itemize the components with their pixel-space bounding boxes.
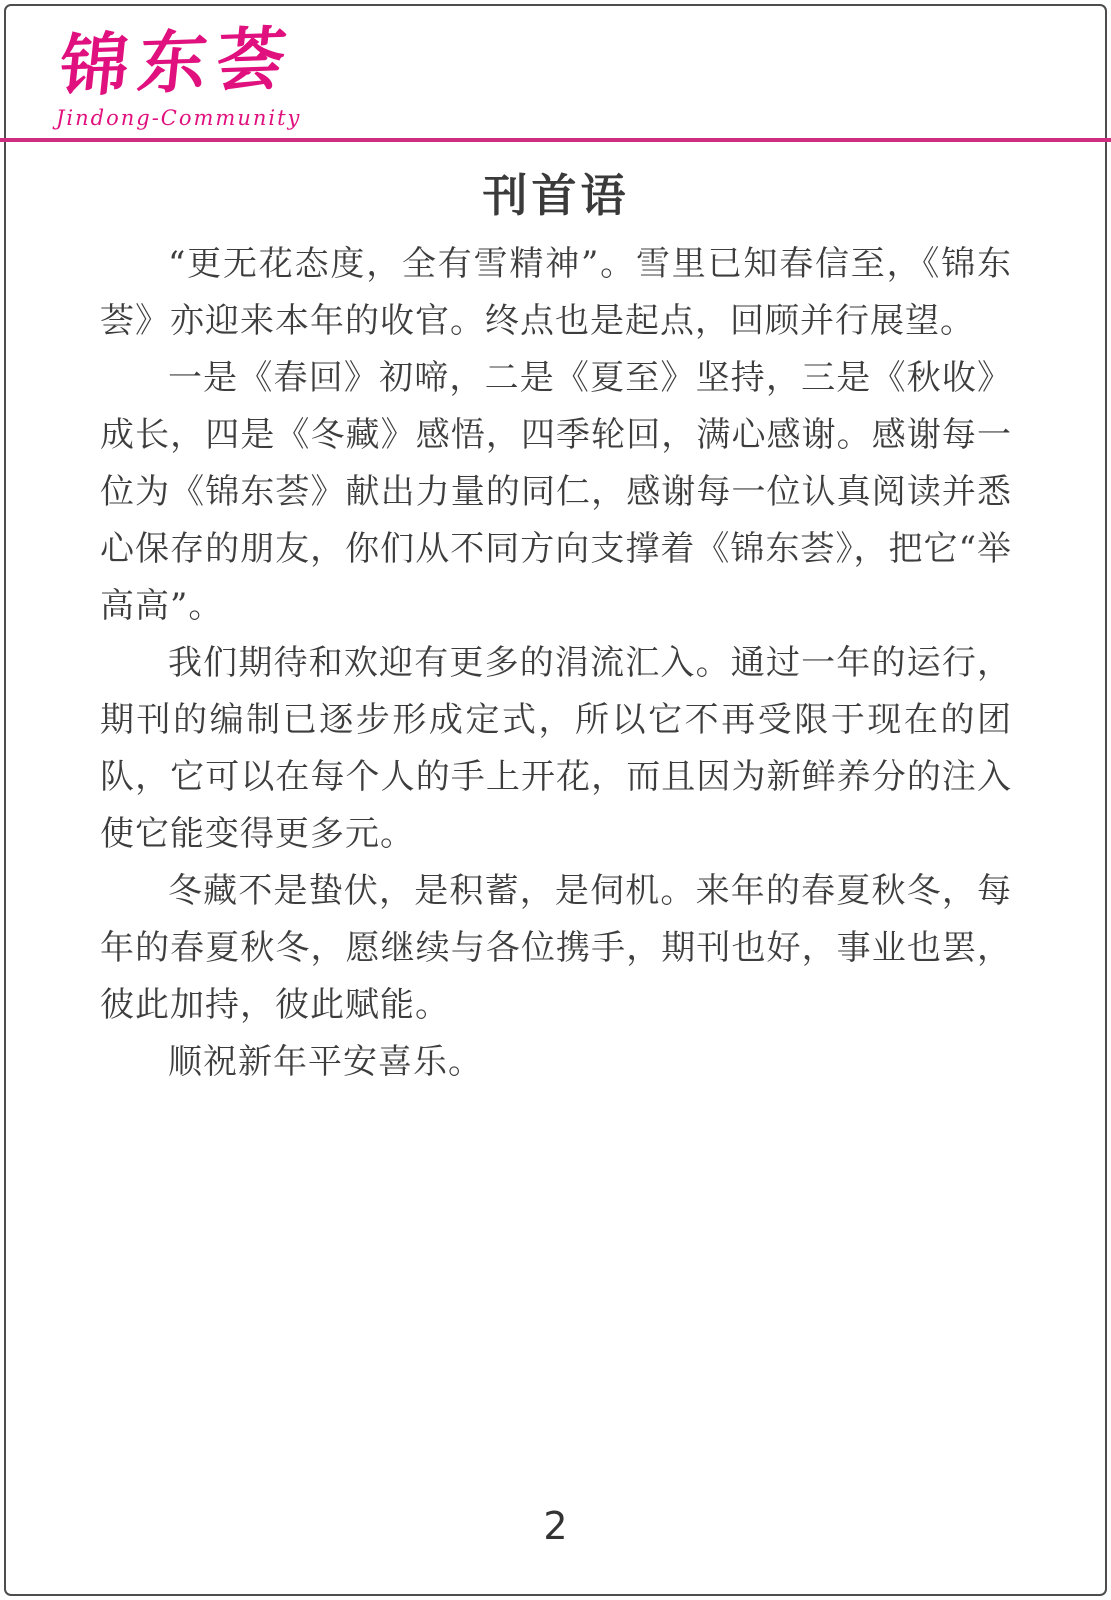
brand-logo-chinese: 锦东荟	[55, 18, 300, 107]
article-paragraph: 顺祝新年平安喜乐。	[168, 1042, 483, 1082]
article-title: 刊首语	[482, 169, 630, 222]
article-paragraph: “更无花态度，全有雪精神”。雪里已知春信至，《锦东荟》亦迎来本年的收官。终点也是起点，回顾并行展望。	[100, 244, 1012, 341]
article-paragraph: 我们期待和欢迎有更多的涓流汇入。通过一年的运行，期刊的编制已逐步形成定式，所以它不再受限于现在的团队，它可以在每个人的手上开花，而且因为新鲜养分的注入使它能变得更多元。	[100, 643, 1012, 854]
header-divider-line	[0, 138, 1111, 142]
brand-logo	[55, 18, 302, 130]
brand-logo-subtitle: Jindong-Community	[56, 106, 302, 130]
article-body	[100, 236, 1012, 1091]
article	[100, 170, 1012, 1091]
page-number: 2	[543, 1504, 568, 1548]
article-paragraph: 冬藏不是蛰伏，是积蓄，是伺机。来年的春夏秋冬，每年的春夏秋冬，愿继续与各位携手，期刊也好，事业也罢，彼此加持，彼此赋能。	[100, 871, 1012, 1025]
article-paragraph: 一是《春回》初啼，二是《夏至》坚持，三是《秋收》成长，四是《冬藏》感悟，四季轮回，满心感谢。感谢每一位为《锦东荟》献出力量的同仁，感谢每一位认真阅读并悉心保存的朋友，你们从不同方向支撑着《锦东荟》，把它“举高高”。	[100, 358, 1012, 626]
